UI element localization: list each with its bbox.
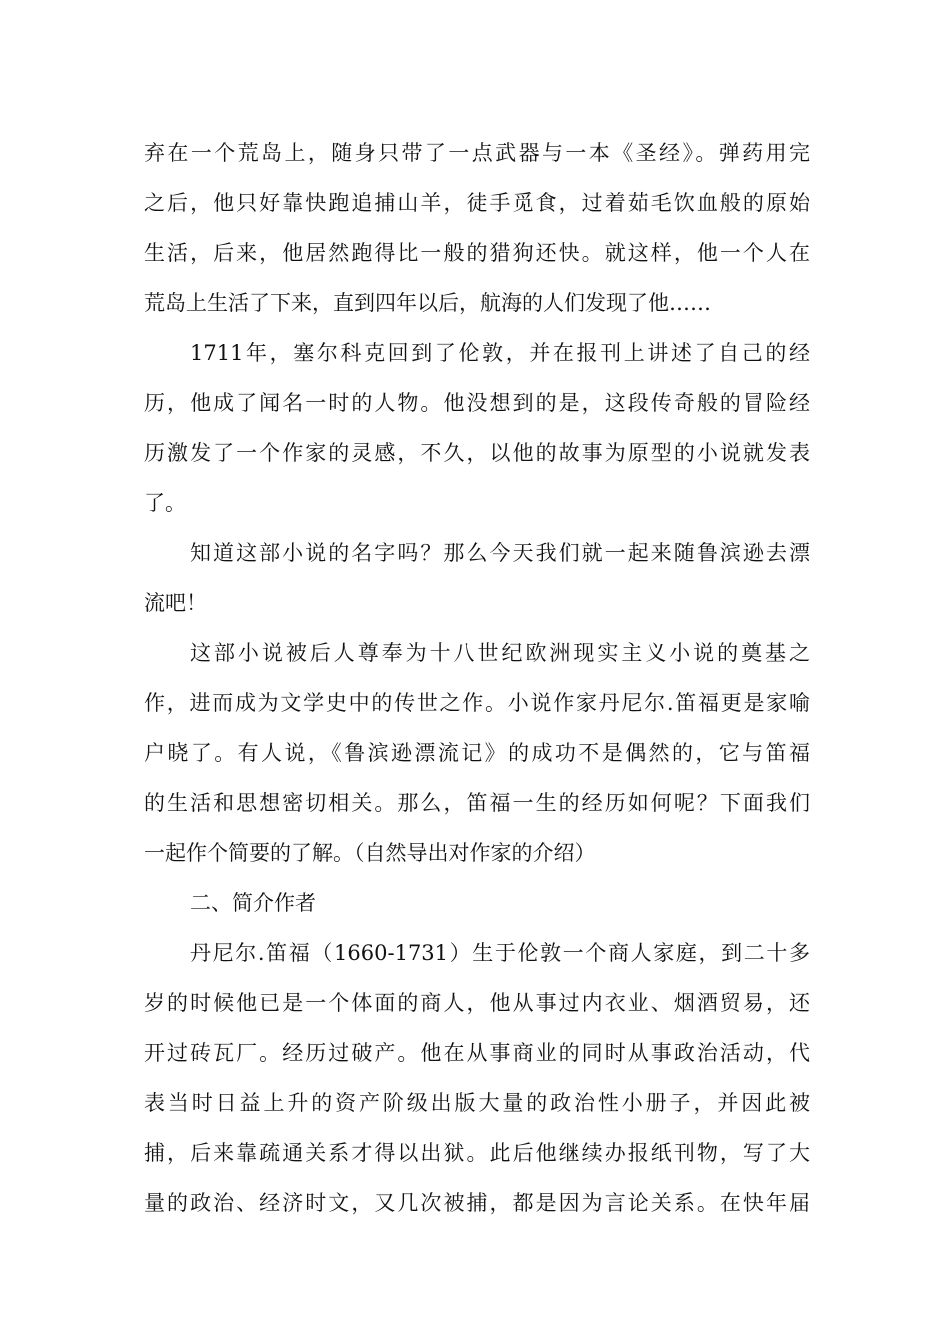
- text-line: 之后，他只好靠快跑追捕山羊，徒手觅食，过着茹毛饮血般的原始: [144, 191, 810, 215]
- text-line: 1711年，塞尔科克回到了伦敦，并在报刊上讲述了自己的经: [190, 341, 810, 365]
- text-line: 历，他成了闻名一时的人物。他没想到的是，这段传奇般的冒险经: [144, 391, 810, 415]
- text-line: 的生活和思想密切相关。那么，笛福一生的经历如何呢？下面我们: [144, 791, 810, 815]
- text-line: 丹尼尔.笛福（1660-1731）生于伦敦一个商人家庭，到二十多: [190, 941, 810, 965]
- text-line: 生活，后来，他居然跑得比一般的猎狗还快。就这样，他一个人在: [144, 241, 810, 265]
- text-line: 流吧！: [144, 591, 207, 615]
- text-line: 量的政治、经济时文，又几次被捕，都是因为言论关系。在快年届: [144, 1191, 810, 1215]
- body-text: [144, 128, 810, 1228]
- text-line: 作，进而成为文学史中的传世之作。小说作家丹尼尔.笛福更是家喻: [144, 691, 810, 715]
- text-line: 知道这部小说的名字吗？那么今天我们就一起来随鲁滨逊去漂: [190, 541, 810, 565]
- text-line: 岁的时候他已是一个体面的商人，他从事过内衣业、烟酒贸易，还: [144, 991, 810, 1015]
- text-line: 荒岛上生活了下来，直到四年以后，航海的人们发现了他……: [144, 291, 711, 315]
- text-line: 弃在一个荒岛上，随身只带了一点武器与一本《圣经》。弹药用完: [144, 141, 810, 165]
- text-line: 了。: [144, 491, 186, 515]
- text-line: 这部小说被后人尊奉为十八世纪欧洲现实主义小说的奠基之: [190, 641, 810, 665]
- text-line: 开过砖瓦厂。经历过破产。他在从事商业的同时从事政治活动，代: [144, 1041, 810, 1065]
- text-line: 历激发了一个作家的灵感，不久，以他的故事为原型的小说就发表: [144, 441, 810, 465]
- section-heading: 二、简介作者: [190, 891, 316, 915]
- text-line: 户晓了。有人说，《鲁滨逊漂流记》的成功不是偶然的，它与笛福: [144, 741, 810, 765]
- text-line: 一起作个简要的了解。（自然导出对作家的介绍）: [144, 841, 596, 865]
- text-line: 表当时日益上升的资产阶级出版大量的政治性小册子，并因此被: [144, 1091, 810, 1115]
- text-line: 捕，后来靠疏通关系才得以出狱。此后他继续办报纸刊物，写了大: [144, 1141, 810, 1165]
